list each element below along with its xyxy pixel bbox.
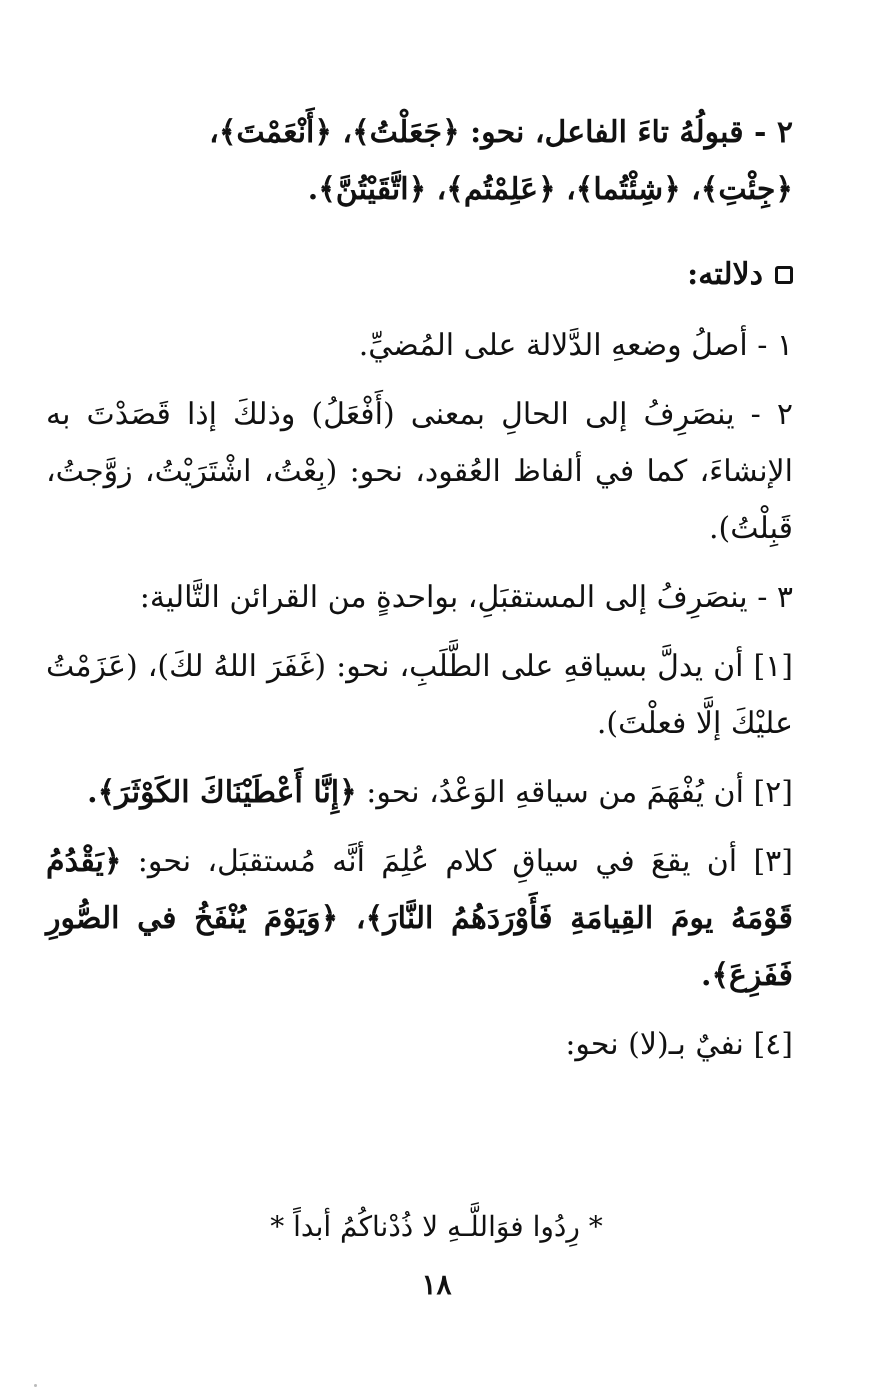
page-number: ١٨ bbox=[421, 1268, 452, 1301]
clue-3-text: [٣] أن يقعَ في سياقِ كلام عُلِمَ أنَّه مُستقبَل، نحو: bbox=[121, 844, 793, 879]
meaning-2: ٢ - ينصَرِفُ إلى الحالِ بمعنى (أَفْعَلُ) وذلكَ إذا قَصَدْتَ به الإنشاءَ، كما في ألفاظ العُقود، نحو: (بِعْتُ، اشْتَرَيْتُ، زوَّجتُ، قَبِلْتُ). bbox=[46, 397, 793, 546]
scan-dot bbox=[34, 1384, 37, 1387]
condition-2-paragraph bbox=[46, 104, 793, 218]
meaning-3: ٣ - ينصَرِفُ إلى المستقبَلِ، بواحدةٍ من القرائن التَّالية: bbox=[139, 580, 793, 615]
clue-4: [٤] نفيٌ بـ(لا) نحو: bbox=[565, 1027, 793, 1062]
clue-2-quote: ﴿إِنَّا أَعْطَيْنَاكَ الكَوْثَرَ﴾. bbox=[87, 775, 357, 810]
clue-3-quote: ﴿يَقْدُمُ قَوْمَهُ يومَ القِيامَةِ فَأَوْرَدَهُمُ النَّارَ﴾، ﴿وَيَوْمَ يُنْفَخُ في الصُّورِ فَفَزِعَ﴾. bbox=[46, 844, 793, 993]
meaning-1: ١ - أصلُ وضعهِ الدَّلالة على المُضيِّ. bbox=[358, 328, 793, 363]
condition-2-line1: ٢ - قبولُهُ تاءَ الفاعل، نحو: ﴿جَعَلْتُ﴾، ﴿أَنْعَمْتَ﴾، bbox=[209, 115, 793, 150]
condition-2-line2: ﴿جِئْتِ﴾، ﴿شِئْتُما﴾، ﴿عَلِمْتُم﴾، ﴿اتَّقَيْتُنَّ﴾. bbox=[307, 172, 793, 207]
clue-2-text: [٢] أن يُفْهَمَ من سياقهِ الوَعْدُ، نحو: bbox=[356, 775, 793, 810]
clue-3 bbox=[46, 833, 793, 1004]
poetry-verse: * رِدُوا فوَاللَّـهِ لا ذُدْناكُمُ أبداً * bbox=[270, 1210, 603, 1243]
page-body bbox=[46, 104, 793, 1393]
section-heading-text: دلالته: bbox=[687, 257, 763, 292]
clue-1: [١] أن يدلَّ بسياقهِ على الطَّلَبِ، نحو: (غَفَرَ اللهُ لكَ)، (عَزَمْتُ عليْكَ إلَّا فعلْتَ). bbox=[46, 649, 793, 741]
section-heading bbox=[46, 246, 793, 303]
square-bullet-icon bbox=[775, 266, 793, 284]
clue-2 bbox=[46, 764, 793, 821]
